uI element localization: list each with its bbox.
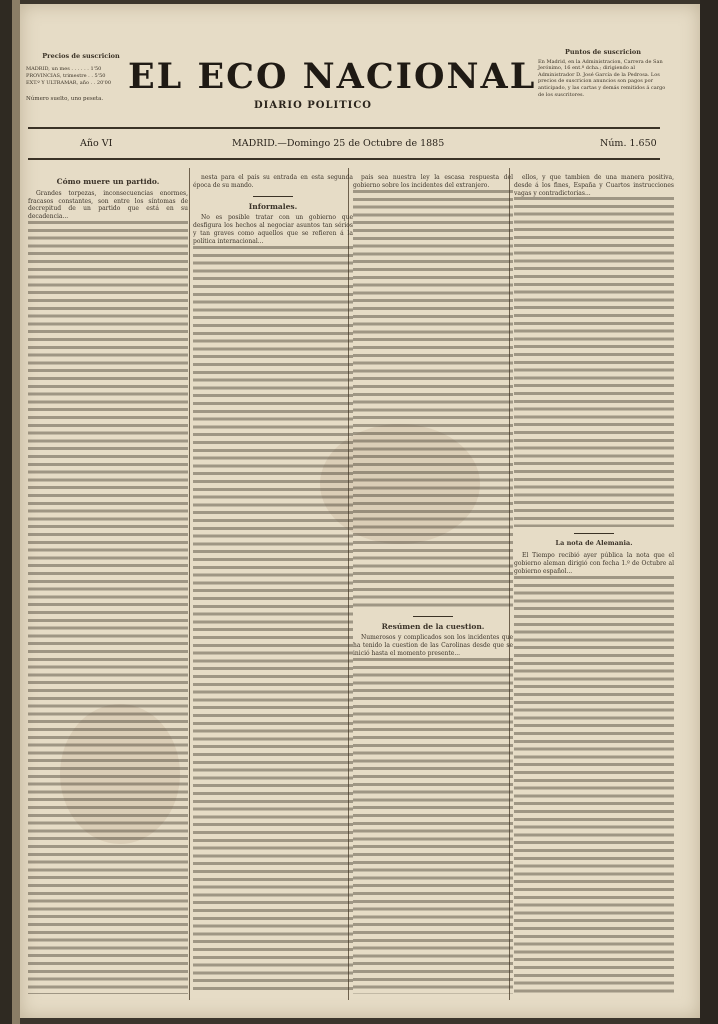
masthead-title: EL ECO NACIONAL xyxy=(128,56,537,97)
price-line: MADRID, un mes . . . . . . 1'50 xyxy=(26,66,102,72)
section-divider xyxy=(253,196,293,197)
price-line: PROVINCIAS, trimestre . . 5'50 xyxy=(26,73,106,79)
body-text-lines xyxy=(353,190,513,610)
article-heading: Informales. xyxy=(248,201,298,211)
volume-year: Año VI xyxy=(80,138,113,149)
issue-number: Núm. 1.650 xyxy=(600,138,657,149)
dateline-rule xyxy=(28,158,660,160)
issue-date: MADRID.—Domingo 25 de Octubre de 1885 xyxy=(232,138,445,149)
body-text-lines xyxy=(514,197,674,527)
scan-left-border xyxy=(0,0,20,1024)
subs-points-text: En Madrid, en la Administracion, Carrera de San Jerónimo, 16 ent.º dcha.; dirigiendo al Administrador D. José García de la Pedrosa. Los precios de suscricion anuncios son pagos por anticipado, y las cartas y demás remitidos á cargo de los suscritores. xyxy=(538,58,666,98)
subs-points-title: Puntos de suscricion xyxy=(565,48,641,56)
masthead-subtitle: DIARIO POLITICO xyxy=(253,100,373,111)
article-paragraph: Numerosos y complicados son los incidentes que ha tenido la cuestion de las Carolinas desde que se inició hasta el momento presente... xyxy=(353,634,513,657)
body-text-lines xyxy=(514,576,674,994)
article-heading: Resúmen de la cuestion. xyxy=(381,621,485,631)
column-4 xyxy=(514,174,674,994)
section-divider xyxy=(413,616,453,617)
continued-text: país sea nuestra ley la escasa respuesta del gobierno sobre los incidentes del extranjero. xyxy=(353,174,513,189)
continued-text: ellos, y que tambien de una manera positiva, desde á los fines, España y Cuartos instrucciones vagas y contradictorias... xyxy=(514,174,674,197)
price-line: EXT.º Y ULTRAMAR, año . . 20'00 xyxy=(26,80,111,86)
body-text-lines xyxy=(28,221,188,994)
body-text-lines xyxy=(193,246,353,994)
article-paragraph: Grandes torpezas, inconsecuencias enormes, fracasos constantes, son entre los síntomas de decrepitud de un partido que está en su decadencia... xyxy=(28,189,188,221)
article-heading: Cómo muere un partido. xyxy=(56,177,160,186)
subscription-points xyxy=(538,49,668,98)
single-issue-price: Número suelto, uno peseta. xyxy=(26,96,104,102)
article-heading: La nota de Alemania. xyxy=(555,539,633,548)
header-rule xyxy=(28,127,660,129)
subscription-prices xyxy=(26,52,136,103)
column-3 xyxy=(353,174,513,994)
column-2 xyxy=(193,174,353,994)
continued-text: nesta para el país su entrada en esta segunda época de su mando. xyxy=(193,174,353,189)
prices-title: Precios de suscricion xyxy=(42,52,120,60)
column-divider xyxy=(189,168,190,1000)
column-1 xyxy=(28,174,188,994)
article-paragraph: No es posible tratar con un gobierno que desfigura los hechos al negociar asuntos tan sérios y tan graves como aquellos que se refieren á la política internacional... xyxy=(193,214,353,245)
section-divider xyxy=(574,533,614,534)
scan-right-border xyxy=(700,0,718,1024)
article-paragraph: El Tiempo recibió ayer pública la nota que el gobierno aleman dirigió con fecha 1.º de Octubre al gobierno español... xyxy=(514,552,674,575)
body-text-lines xyxy=(353,658,513,994)
